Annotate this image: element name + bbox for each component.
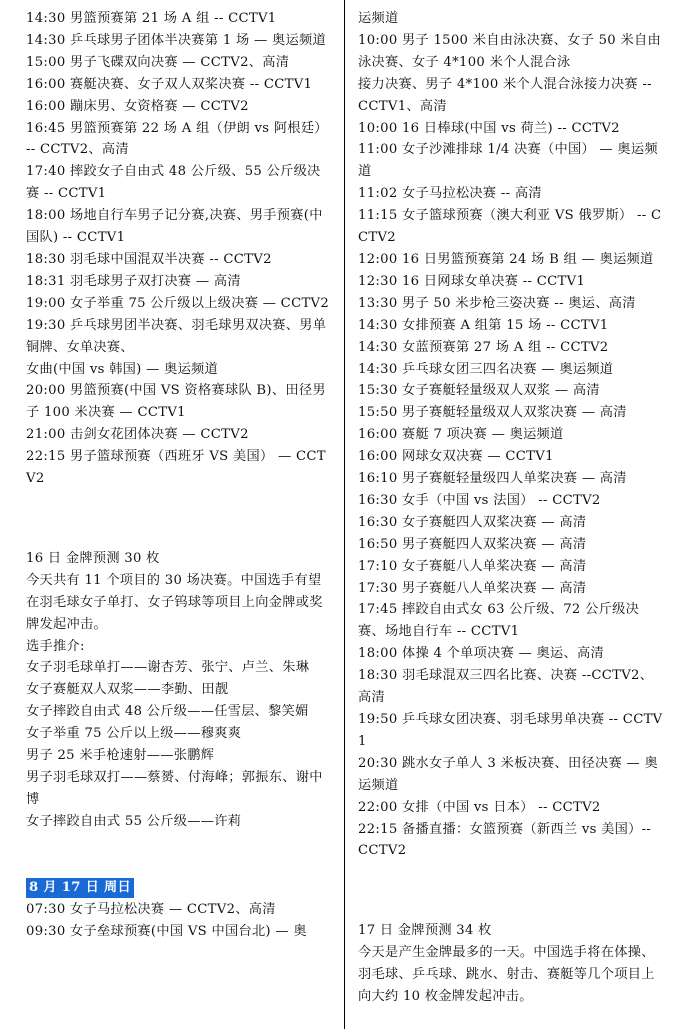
athlete-pick: 女子举重 75 公斤以上级——穆爽爽 [26,726,242,742]
athlete-pick: 女子羽毛球单打——谢杏芳、张宁、卢兰、朱琳 [26,660,310,676]
athlete-pick: 女子摔跤自由式 55 公斤级——许莉 [26,813,242,829]
schedule-item: 12:00 16 日男篮预赛第 24 场 B 组 — 奥运频道 [358,251,654,267]
schedule-item: 21:00 击剑女花团体决赛 — CCTV2 [26,427,249,443]
schedule-item: 07:30 女子马拉松决赛 — CCTV2、高清 [26,901,276,917]
schedule-item: 22:15 备播直播：女篮预赛（新西兰 vs 美国）-- CCTV2 [358,821,652,859]
schedule-item: 20:30 跳水女子单人 3 米板决赛、田径决赛 — 奥运频道 [358,755,658,793]
schedule-item: 17:45 摔跤自由式女 63 公斤级、72 公斤级决赛、场地自行车 -- CCTV1 [358,602,640,640]
schedule-item: 16:00 赛艇 7 项决赛 — 奥运频道 [358,427,564,443]
schedule-item: 17:10 女子赛艇八人单桨决赛 — 高清 [358,558,587,574]
schedule-item: 18:30 羽毛球中国混双半决赛 -- CCTV2 [26,251,272,267]
picks-title: 选手推介: [26,638,85,654]
schedule-item: 14:30 乒乓球男子团体半决赛第 1 场 — 奥运频道 [26,32,326,48]
schedule-item: 12:30 16 日网球女单决赛 -- CCTV1 [358,273,586,289]
schedule-item: 16:30 女子赛艇四人双桨决赛 — 高清 [358,514,587,530]
schedule-item: 16:45 男篮预赛第 22 场 A 组（伊朗 vs 阿根廷）-- CCTV2、高清 [26,120,328,158]
left-column [26,8,331,942]
schedule-item: 14:30 男篮预赛第 21 场 A 组 -- CCTV1 [26,11,277,26]
schedule-item: 17:40 摔跤女子自由式 48 公斤级、55 公斤级决赛 -- CCTV1 [26,164,321,202]
schedule-item: 10:00 男子 1500 米自由泳决赛、女子 50 米自由泳决赛、女子 4*100 米个人混合泳 [358,32,661,70]
schedule-item: 11:15 女子篮球预赛（澳大利亚 VS 俄罗斯） -- CCTV2 [358,208,662,246]
schedule-item: 22:00 女排（中国 vs 日本） -- CCTV2 [358,799,601,815]
forecast-title: 17 日 金牌预测 34 枚 [358,923,492,939]
forecast-text: 今天共有 11 个项目的 30 场决赛。中国选手有望在羽毛球女子单打、女子钨球等项目上向金牌或奖牌发起冲击。 [26,572,323,632]
schedule-item: 14:30 乒乓球女团三四名决赛 — 奥运频道 [358,361,614,377]
schedule-item: 15:00 男子飞碟双向决赛 — CCTV2、高清 [26,54,290,70]
date-header: 8 月 17 日 周日 [26,878,134,898]
schedule-item: 18:00 体操 4 个单项决赛 — 奥运、高清 [358,646,604,662]
schedule-item: 18:00 场地自行车男子记分赛,决赛、男手预赛(中国队) -- CCTV1 [26,208,323,246]
schedule-item: 18:31 羽毛球男子双打决赛 — 高清 [26,273,241,289]
athlete-pick: 男子羽毛球双打——蔡赟、付海峰；郭振东、谢中博 [26,770,323,807]
schedule-item: 16:10 男子赛艇轻量级四人单桨决赛 — 高清 [358,471,627,487]
schedule-item: 运频道 [358,11,399,26]
schedule-item: 接力决赛、男子 4*100 米个人混合泳接力决赛 -- CCTV1、高清 [358,76,652,114]
schedule-item: 16:00 蹦床男、女资格赛 — CCTV2 [26,98,249,114]
right-column [358,8,663,1008]
schedule-item: 14:30 女排预赛 A 组第 15 场 -- CCTV1 [358,317,609,333]
schedule-item: 15:30 女子赛艇轻量级双人双浆 — 高清 [358,383,600,399]
athlete-pick: 男子 25 米手枪速射——张鹏辉 [26,748,215,764]
schedule-list-aug17-part2 [358,8,663,862]
schedule-item: 16:00 赛艇决赛、女子双人双桨决赛 -- CCTV1 [26,76,313,92]
forecast-text: 今天是产生金牌最多的一天。中国选手将在体操、羽毛球、乒乓球、跳水、射击、赛艇等几个项目上向大约 10 枚金牌发起冲击。 [358,945,655,1005]
medal-forecast-aug16 [26,548,331,833]
schedule-item: 10:00 16 日棒球(中国 vs 荷兰) -- CCTV2 [358,120,620,136]
schedule-item: 15:50 男子赛艇轻量级双人双浆决赛 — 高清 [358,405,627,421]
schedule-list-aug17-part1 [26,899,331,943]
schedule-item: 13:30 男子 50 米步枪三姿决赛 -- 奥运、高清 [358,295,636,311]
schedule-item: 14:30 女蓝预赛第 27 场 A 组 -- CCTV2 [358,339,609,355]
schedule-item: 18:30 羽毛球混双三四名比赛、决赛 --CCTV2、高清 [358,668,654,706]
forecast-title: 16 日 金牌预测 30 枚 [26,550,160,566]
schedule-item: 16:30 女手（中国 vs 法国） -- CCTV2 [358,492,601,508]
schedule-item: 11:02 女子马拉松决赛 -- 高清 [358,186,542,202]
schedule-item: 女曲(中国 vs 韩国) — 奥运频道 [26,361,219,377]
schedule-list-aug16-part1 [26,8,331,490]
medal-forecast-aug17 [358,920,663,1008]
schedule-item: 16:50 男子赛艇四人双桨决赛 — 高清 [358,536,587,552]
schedule-item: 16:00 网球女双决赛 — CCTV1 [358,449,554,465]
schedule-item: 17:30 男子赛艇八人单桨决赛 — 高清 [358,580,587,596]
date-header-row [26,877,331,899]
athlete-pick: 女子摔跤自由式 48 公斤级——任雪层、黎笑媚 [26,704,309,720]
schedule-item: 09:30 女子垒球预赛(中国 VS 中国台北) — 奥 [26,923,307,939]
schedule-item: 22:15 男子篮球预赛（西班牙 VS 美国） — CCTV2 [26,449,326,487]
schedule-item: 19:50 乒乓球女团决赛、羽毛球男单决赛 -- CCTV1 [358,712,663,749]
athlete-pick: 女子赛艇双人双浆——李勤、田靓 [26,682,229,698]
schedule-item: 11:00 女子沙滩排球 1/4 决赛（中国） — 奥运频道 [358,142,658,180]
column-divider [344,0,345,1029]
schedule-item: 19:30 乒乓球男团半决赛、羽毛球男双决赛、男单铜牌、女单决赛、 [26,317,327,355]
schedule-item: 20:00 男篮预赛(中国 VS 资格赛球队 B)、田径男子 100 米决赛 — CCTV1 [26,383,326,421]
schedule-item: 19:00 女子举重 75 公斤级以上级决赛 — CCTV2 [26,295,330,311]
